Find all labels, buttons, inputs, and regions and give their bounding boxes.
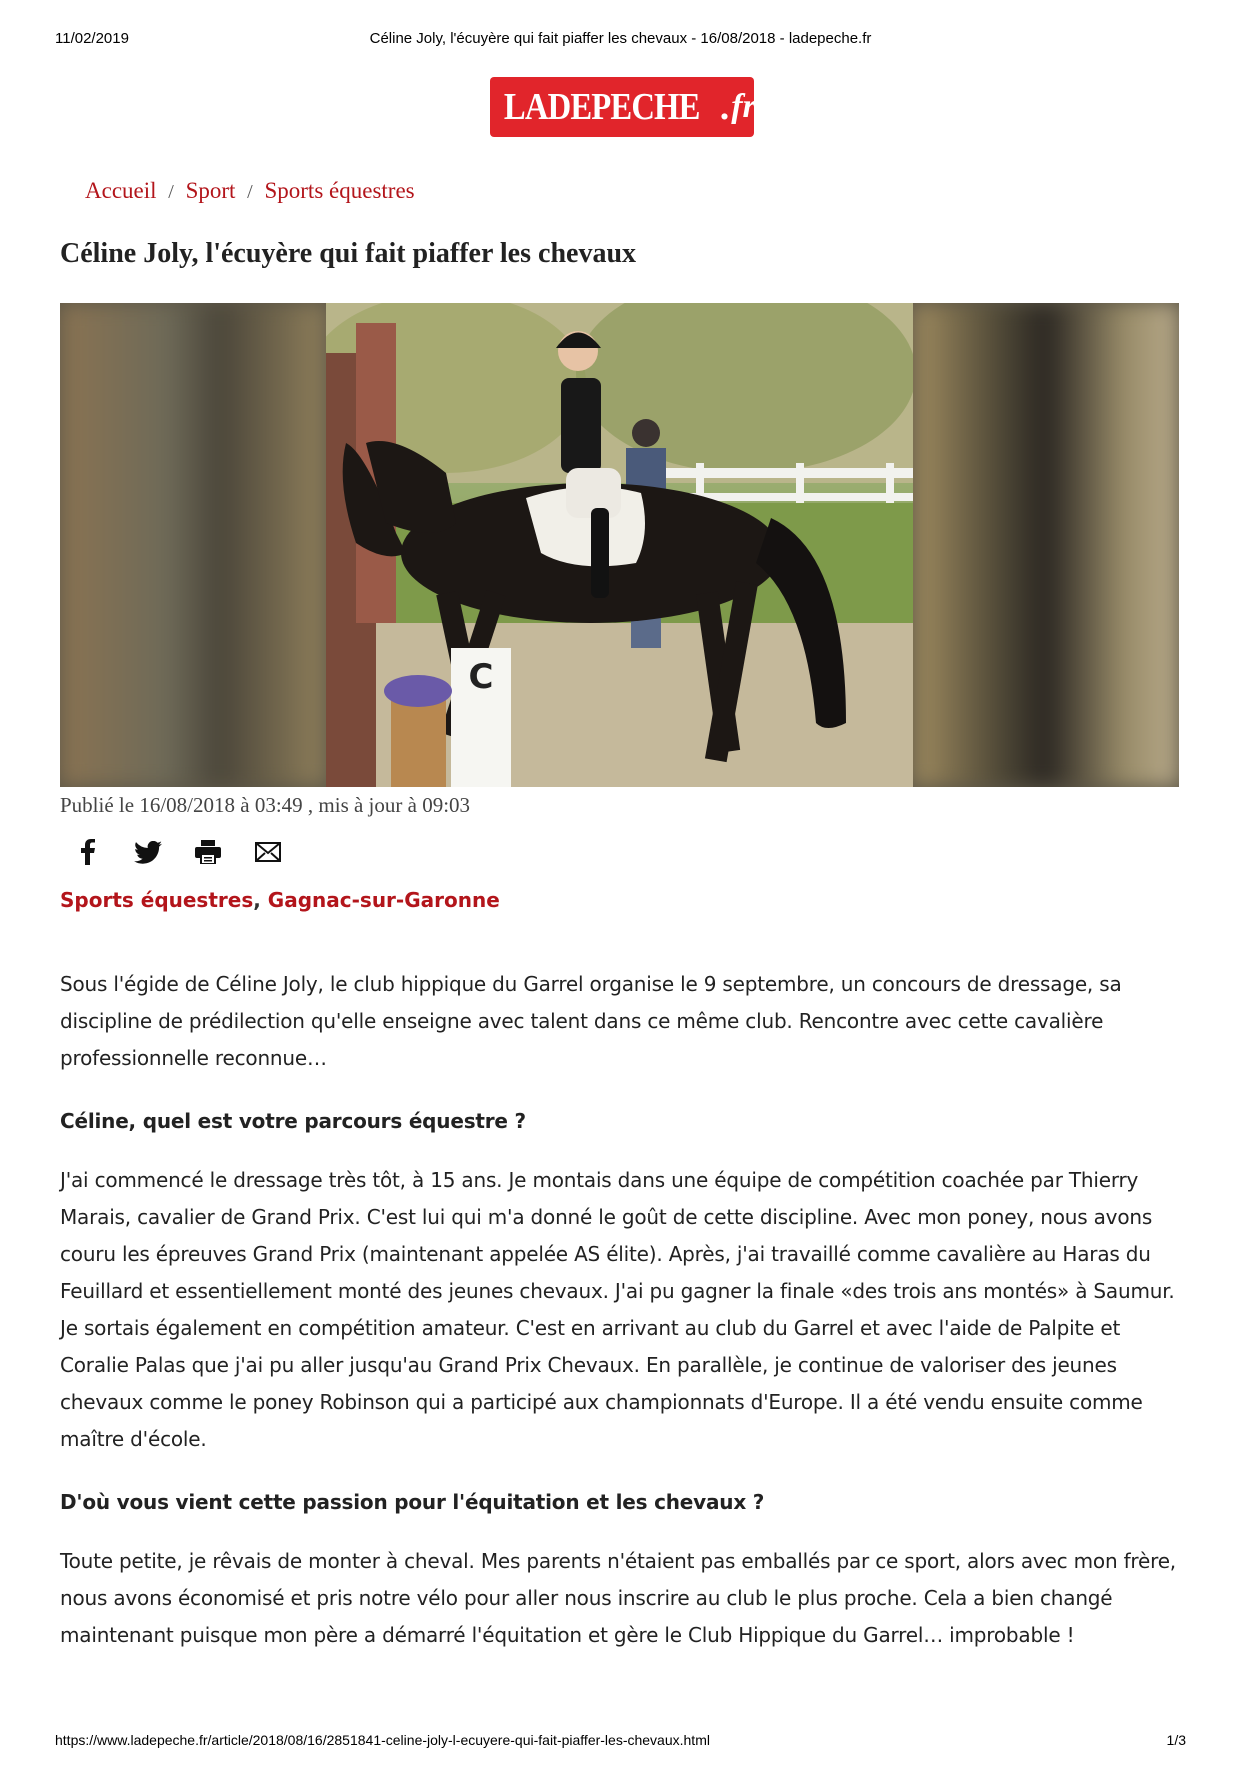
print-header	[55, 30, 1186, 50]
facebook-icon[interactable]	[74, 838, 102, 866]
logo-tld: fr	[731, 88, 756, 125]
page-number: 1/3	[1166, 1732, 1186, 1748]
article-intro: Sous l'égide de Céline Joly, le club hippique du Garrel organise le 9 septembre, un concours de dressage, sa discipline de prédilection qu'elle enseigne avec talent dans ce même club. Rencontre avec cette cavalière professionnelle reconnue…	[60, 972, 1122, 1070]
email-icon[interactable]	[254, 838, 282, 866]
print-date: 11/02/2019	[55, 30, 129, 47]
site-logo[interactable]	[490, 77, 754, 137]
breadcrumb	[85, 178, 415, 204]
hero-blur-left	[60, 303, 326, 787]
print-url: https://www.ladepeche.fr/article/2018/08/16/2851841-celine-joly-l-ecuyere-qui-fait-piaffer-les-chevaux.html	[55, 1732, 710, 1748]
tag-gagnac-sur-garonne[interactable]: Gagnac-sur-Garonne	[267, 888, 500, 912]
interview-answer: J'ai commencé le dressage très tôt, à 15 ans. Je montais dans une équipe de compétition coachée par Thierry Marais, cavalier de Grand Prix. C'est lui qui m'a donné le goût de cette discipline. Avec mon poney, nous avons couru les épreuves Grand Prix (maintenant appelée AS élite). Après, j'ai travaillé comme cavalière au Haras du Feuillard et essentiellement monté des jeunes chevaux. J'ai pu gagner la finale «des trois ans montés» à Saumur. Je sortais également en compétition amateur. C'est en arrivant au club du Garrel et avec l'aide de Palpite et Coralie Palas que j'ai pu aller jusqu'au Grand Prix Chevaux. En parallèle, je continue de valoriser des jeunes chevaux comme le poney Robinson qui a participé aux championnats d'Europe. Il a été vendu ensuite comme maître d'école.	[60, 1168, 1175, 1451]
logo-name: LADEPECHE	[504, 86, 700, 128]
interview-question: D'où vous vient cette passion pour l'équitation et les chevaux ?	[60, 1490, 765, 1514]
breadcrumb-sports-equestres[interactable]: Sports équestres	[264, 178, 415, 203]
horse-rider-illustration	[326, 303, 913, 787]
hero-blur-right	[913, 303, 1179, 787]
article-hero-image	[60, 303, 1179, 787]
breadcrumb-home[interactable]: Accueil	[85, 178, 157, 203]
share-bar	[74, 838, 282, 866]
article-body	[60, 966, 1185, 1680]
twitter-icon[interactable]	[134, 838, 162, 866]
article-title: Céline Joly, l'écuyère qui fait piaffer les chevaux	[60, 238, 637, 269]
hero-photo	[326, 303, 913, 787]
publication-date: Publié le 16/08/2018 à 03:49 , mis à jour à 09:03	[60, 793, 471, 817]
logo-dot: .	[719, 86, 730, 128]
dressage-marker-letter: C	[468, 657, 494, 697]
breadcrumb-sport[interactable]: Sport	[185, 178, 236, 203]
article-tags	[60, 888, 500, 912]
print-doc-title: Céline Joly, l'écuyère qui fait piaffer les chevaux - 16/08/2018 - ladepeche.fr	[369, 30, 872, 47]
print-icon[interactable]	[194, 838, 222, 866]
tag-separator: ,	[253, 888, 268, 912]
breadcrumb-separator: /	[247, 181, 253, 203]
interview-answer: Toute petite, je rêvais de monter à cheval. Mes parents n'étaient pas emballés par ce sport, alors avec mon frère, nous avons économisé et pris notre vélo pour aller nous inscrire au club le plus proche. Cela a bien changé maintenant puisque mon père a démarré l'équitation et gère le Club Hippique du Garrel… improbable !	[60, 1549, 1176, 1647]
interview-question: Céline, quel est votre parcours équestre ?	[60, 1109, 526, 1133]
tag-sports-equestres[interactable]: Sports équestres	[60, 888, 254, 912]
print-footer	[55, 1732, 1186, 1752]
breadcrumb-separator: /	[168, 181, 174, 203]
